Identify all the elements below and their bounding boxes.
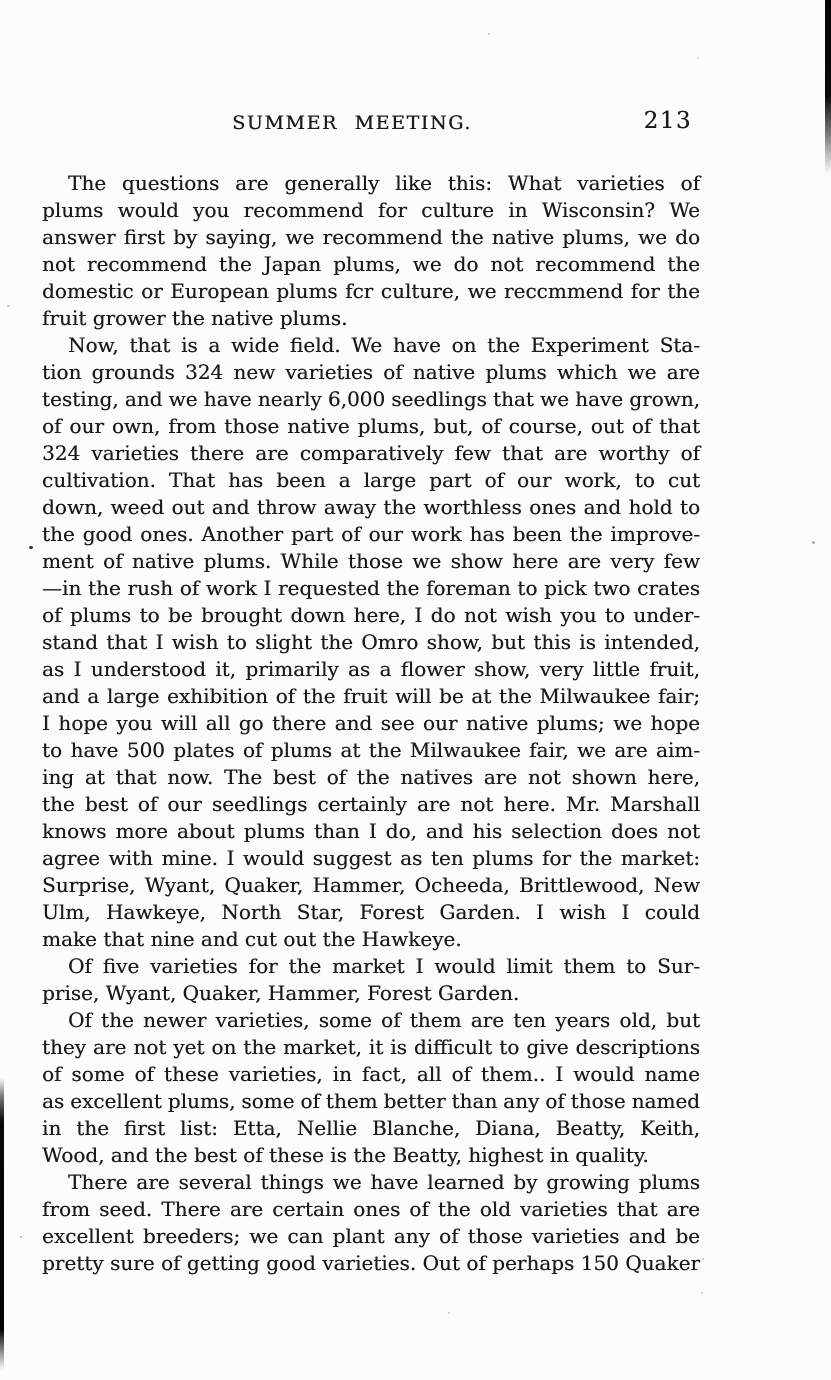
page-number: 213 [643, 108, 692, 134]
scan-speck [697, 57, 699, 59]
paragraph [42, 1169, 700, 1277]
text-line: the best of our seedlings certainly are not here. Mr. Marshall [42, 792, 700, 816]
scan-artifact-right-edge-bar [825, 0, 831, 174]
scan-artifact-left-edge-bar [0, 1078, 4, 1370]
text-line: agree with mine. I would suggest as ten plums for the market: [42, 846, 700, 870]
paragraph [42, 170, 700, 332]
text-line: prise, Wyant, Quaker, Hammer, Forest Garden. [42, 981, 520, 1005]
page-title: SUMMER MEETING. [232, 112, 472, 134]
paragraph [42, 1007, 700, 1169]
text-line: Surprise, Wyant, Quaker, Hammer, Ocheeda, Brittlewood, New [42, 873, 700, 897]
paragraph [42, 953, 700, 1007]
text-line: cultivation. That has been a large part of our work, to cut [42, 468, 700, 492]
text-line: pretty sure of getting good varieties. Out of perhaps 150 Quaker [42, 1251, 700, 1275]
text-line: the good ones. Another part of our work has been the improve- [42, 522, 700, 546]
text-line: of our own, from those native plums, but, of course, out of that [42, 414, 700, 438]
text-line: ment of native plums. While those we show here are very few [42, 549, 700, 573]
text-line: Now, that is a wide field. We have on the Experiment Sta- [68, 333, 700, 357]
text-line: of plums to be brought down here, I do not wish you to under- [42, 603, 700, 627]
text-line: to have 500 plates of plums at the Milwaukee fair, we are aim- [42, 738, 700, 762]
text-line: excellent breeders; we can plant any of those varieties and be [42, 1224, 700, 1248]
scan-speck [701, 1292, 703, 1294]
text-line: Of five varieties for the market I would limit them to Sur- [68, 954, 700, 978]
text-line: tion grounds 324 new varieties of native plums which we are [42, 360, 700, 384]
paragraph [42, 332, 700, 953]
text-line: not recommend the Japan plums, we do not recommend the [42, 252, 700, 276]
scan-artifact-margin-dot [29, 546, 33, 549]
scan-speck [812, 541, 815, 544]
text-line: plums would you recommend for culture in Wisconsin? We [42, 198, 700, 222]
scan-speck [488, 33, 490, 35]
text-line: testing, and we have nearly 6,000 seedlings that we have grown, [42, 387, 700, 411]
scan-speck [702, 1258, 704, 1260]
text-line: from seed. There are certain ones of the old varieties that are [42, 1197, 700, 1221]
running-header [42, 110, 700, 138]
text-line: they are not yet on the market, it is difficult to give descriptions [42, 1035, 700, 1059]
text-line: —in the rush of work I requested the foreman to pick two crates [42, 576, 700, 600]
text-line: Wood, and the best of these is the Beatty, highest in quality. [42, 1143, 649, 1167]
text-line: ing at that now. The best of the natives are not shown here, [42, 765, 700, 789]
text-line: of some of these varieties, in fact, all of them.. I would name [42, 1062, 700, 1086]
text-line: in the first list: Etta, Nellie Blanche, Diana, Beatty, Keith, [42, 1116, 700, 1140]
page-body [42, 170, 700, 1277]
text-line: make that nine and cut out the Hawkeye. [42, 927, 462, 951]
text-line: as excellent plums, some of them better than any of those named [42, 1089, 700, 1113]
text-line: down, weed out and throw away the worthless ones and hold to [42, 495, 700, 519]
text-column [42, 110, 700, 1277]
text-line: fruit grower the native plums. [42, 306, 348, 330]
text-line: and a large exhibition of the fruit will be at the Milwaukee fair; [42, 684, 700, 708]
text-line: stand that I wish to slight the Omro show, but this is intended, [42, 630, 700, 654]
text-line: knows more about plums than I do, and his selection does not [42, 819, 700, 843]
text-line: as I understood it, primarily as a flower show, very little fruit, [42, 657, 700, 681]
text-line: Ulm, Hawkeye, North Star, Forest Garden. I wish I could [42, 900, 700, 924]
scan-speck [448, 1312, 450, 1314]
text-line: Of the newer varieties, some of them are ten years old, but [68, 1008, 700, 1032]
text-line: I hope you will all go there and see our native plums; we hope [42, 711, 700, 735]
text-line: answer first by saying, we recommend the native plums, we do [42, 225, 700, 249]
scan-speck [7, 305, 10, 307]
text-line: There are several things we have learned by growing plums [68, 1170, 700, 1194]
text-line: domestic or European plums fcr culture, we reccmmend for the [42, 279, 700, 303]
text-line: 324 varieties there are comparatively few that are worthy of [42, 441, 700, 465]
scan-speck [20, 1236, 22, 1238]
text-line: The questions are generally like this: What varieties of [68, 171, 700, 195]
